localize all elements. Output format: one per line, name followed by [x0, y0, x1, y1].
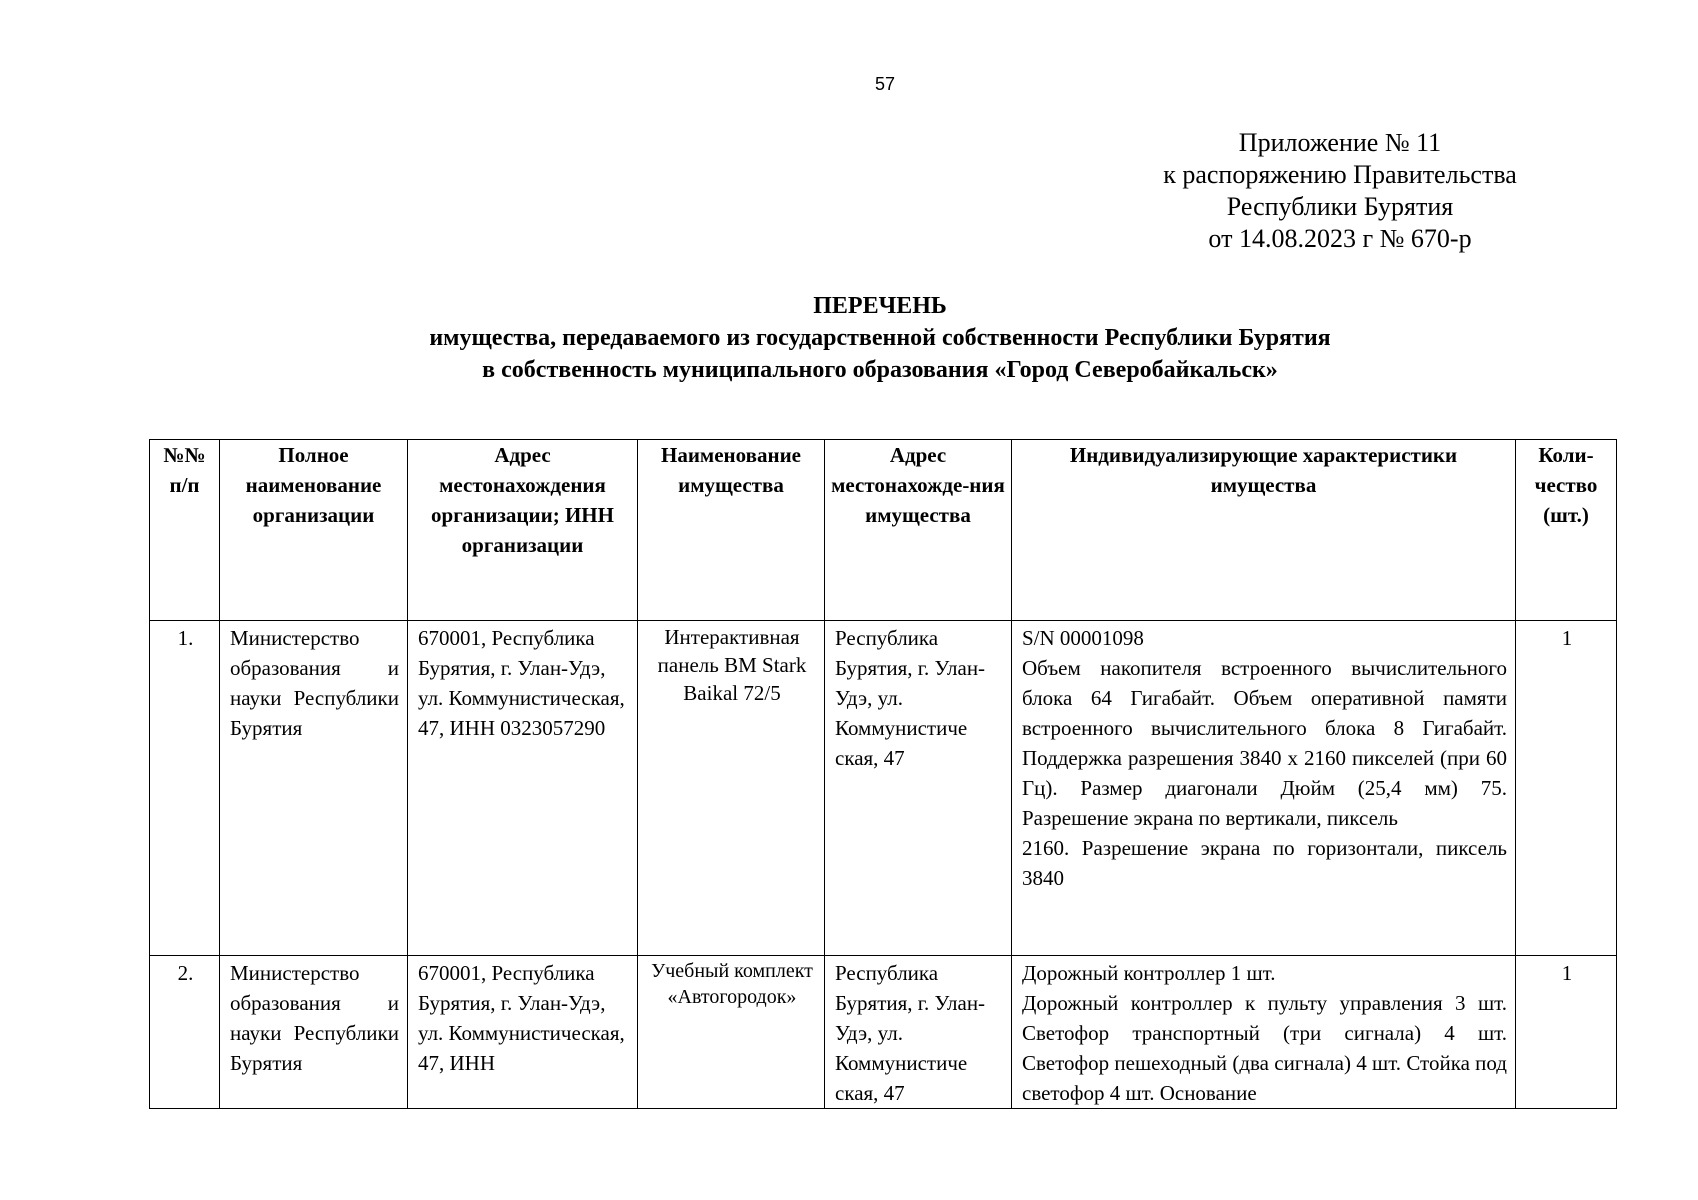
row-org-name: Министерство образования и науки Республики Бурятия [220, 956, 408, 1109]
appendix-line-2: к распоряжению Правительства [1163, 160, 1517, 189]
row-org-address: 670001, Республика Бурятия, г. Улан-Удэ, ул. Коммунистическая, 47, ИНН [408, 956, 638, 1109]
appendix-line-4: от 14.08.2023 г № 670-р [1208, 224, 1472, 253]
header-characteristics: Индивидуализирующие характеристики имущества [1012, 440, 1516, 621]
header-property-address: Адрес местонахожде-ния имущества [825, 440, 1012, 621]
document-title [140, 290, 1620, 386]
characteristics-line: Дорожный контроллер 1 шт. [1022, 961, 1276, 985]
row-property-address: Республика Бурятия, г. Улан-Удэ, ул. Коммунистиче ская, 47 [825, 621, 1012, 956]
header-org-address: Адрес местонахождения организации; ИНН организации [408, 440, 638, 621]
appendix-line-1: Приложение № 11 [1238, 128, 1442, 157]
appendix-line-3: Республики Бурятия [1226, 192, 1454, 221]
row-org-address: 670001, Республика Бурятия, г. Улан-Удэ, ул. Коммунистическая, 47, ИНН 0323057290 [408, 621, 638, 956]
row-characteristics [1012, 621, 1516, 956]
header-org-name: Полное наименование организации [220, 440, 408, 621]
row-number: 1. [150, 621, 220, 956]
header-property-name: Наименование имущества [638, 440, 825, 621]
page-number: 57 [874, 74, 896, 94]
property-table [149, 439, 1617, 1109]
row-quantity: 1 [1516, 621, 1617, 956]
row-org-name: Министерство образования и науки Республики Бурятия [220, 621, 408, 956]
characteristics-line: Дорожный контроллер к пульту управления 3 шт. Светофор транспортный (три сигнала) 4 шт. Светофор пешеходный (два сигнала) 4 шт. Стойка под светофор 4 шт. Основание [1022, 991, 1507, 1105]
row-property-address: Республика Бурятия, г. Улан-Удэ, ул. Коммунистиче ская, 47 [825, 956, 1012, 1109]
title-line-1: имущества, передаваемого из государственной собственности Республики Бурятия [429, 325, 1331, 351]
row-property-name: Учебный комплект «Автогородок» [638, 956, 825, 1109]
table-row [150, 621, 1617, 956]
header-quantity: Коли-чество (шт.) [1516, 440, 1617, 621]
row-quantity: 1 [1516, 956, 1617, 1109]
characteristics-line: 2160. Разрешение экрана по горизонтали, пиксель 3840 [1022, 836, 1507, 890]
table-row [150, 956, 1617, 1109]
table-header-row [150, 440, 1617, 621]
row-property-name: Интерактивная панель BM Stark Baikal 72/5 [638, 621, 825, 956]
row-characteristics [1012, 956, 1516, 1109]
characteristics-line: S/N 00001098 [1022, 626, 1144, 650]
header-num: №№ п/п [150, 440, 220, 621]
characteristics-line: Объем накопителя встроенного вычислительного блока 64 Гигабайт. Объем оперативной памяти встроенного вычислительного блока 8 Гигабайт. Поддержка разрешения 3840 x 2160 пикселей (при 60 Гц). Размер диагонали Дюйм (25,4 мм) 75. Разрешение экрана по вертикали, пиксель [1022, 656, 1507, 830]
title-line-2: в собственность муниципального образования «Город Северобайкальск» [482, 357, 1278, 383]
appendix-note [1150, 127, 1530, 255]
title-heading: ПЕРЕЧЕНЬ [813, 293, 947, 319]
row-number: 2. [150, 956, 220, 1109]
